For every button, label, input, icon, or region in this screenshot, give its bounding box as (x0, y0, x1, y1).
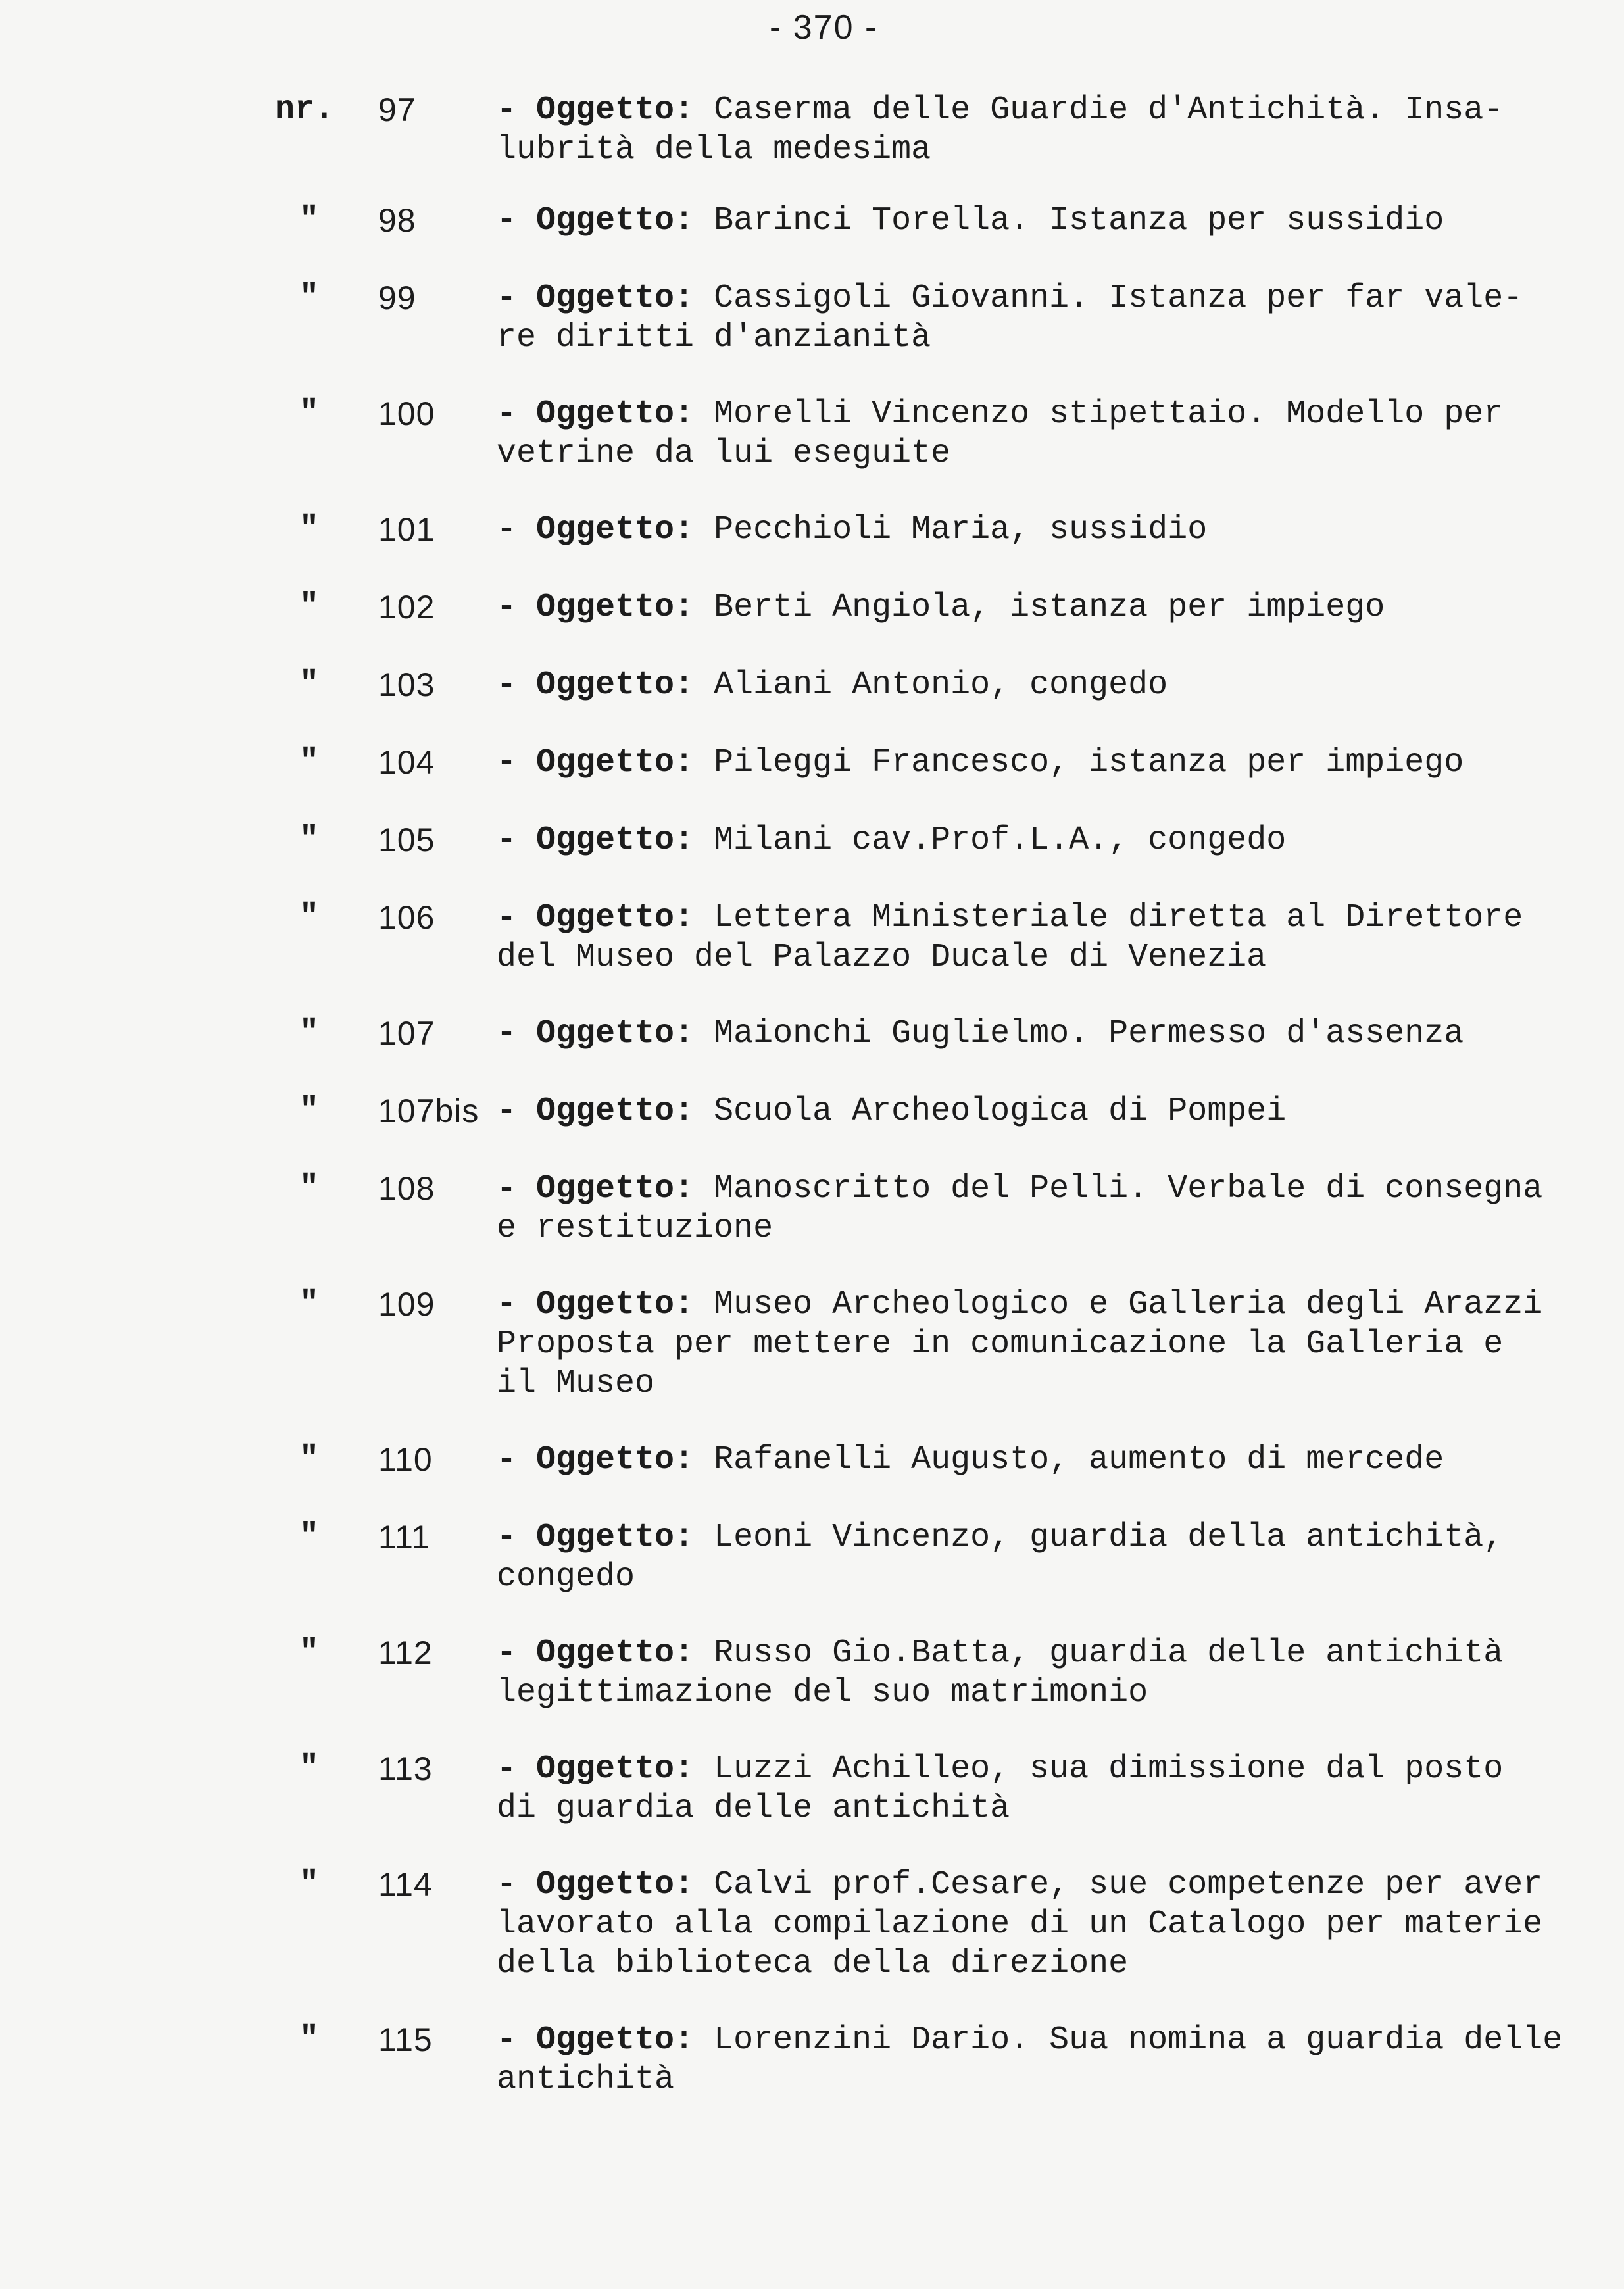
entry-number: 98 (378, 202, 416, 239)
entry-text (497, 1014, 1588, 1054)
entry-text (497, 1634, 1588, 1713)
entry-row (0, 201, 1624, 280)
entry-prefix-ditto: " (299, 279, 320, 316)
entry-subject: legittimazione del suo matrimonio (497, 1674, 1148, 1711)
entry-label: - Oggetto: (497, 280, 695, 317)
entry-number: 113 (378, 1750, 433, 1787)
entry-row (0, 1285, 1624, 1402)
entry-label: - Oggetto: (497, 1441, 695, 1479)
entry-subject: il Museo (497, 1365, 655, 1402)
entry-line (497, 1944, 1588, 1984)
entry-subject: Luzzi Achilleo, sua dimissione dal posto (714, 1750, 1504, 1788)
entry-number: 110 (378, 1441, 433, 1478)
entry-prefix-ditto: " (299, 821, 320, 858)
entry-prefix-ditto: " (299, 1169, 320, 1207)
entry-line (497, 1440, 1588, 1480)
entry-number: 99 (378, 280, 416, 316)
entry-subject: Rafanelli Augusto, aumento di mercede (714, 1441, 1444, 1479)
entry-prefix-ditto: " (299, 743, 320, 781)
entry-subject: Aliani Antonio, congedo (714, 666, 1168, 704)
entry-prefix-ditto: " (299, 1285, 320, 1323)
entry-prefix-ditto: " (299, 1634, 320, 1671)
entry-text (497, 2021, 1588, 2100)
entry-subject: re diritti d'anzianità (497, 319, 931, 357)
entry-subject: vetrine da lui eseguite (497, 435, 951, 472)
entry-label: - Oggetto: (497, 511, 695, 549)
entry-row (0, 2021, 1624, 2100)
entry-line (497, 1634, 1588, 1673)
entry-line (497, 743, 1588, 783)
entry-number: 97 (378, 91, 416, 128)
entry-label: - Oggetto: (497, 589, 695, 626)
entry-text (497, 279, 1588, 358)
entry-prefix-ditto: " (299, 395, 320, 432)
entry-line (497, 898, 1588, 938)
entry-subject: Manoscritto del Pelli. Verbale di consegna (714, 1170, 1543, 1208)
entry-row (0, 1518, 1624, 1597)
entry-label: - Oggetto: (497, 2021, 695, 2059)
entry-number: 106 (378, 899, 435, 936)
entry-text (497, 1865, 1588, 1984)
entry-text (497, 666, 1588, 705)
entry-subject: Calvi prof.Cesare, sue competenze per aver (714, 1866, 1543, 1904)
entry-line (497, 434, 1588, 474)
entry-row (0, 1092, 1624, 1171)
entry-prefix-ditto: " (299, 1014, 320, 1052)
entry-subject: Museo Archeologico e Galleria degli Arazzi (714, 1286, 1543, 1323)
entry-label: - Oggetto: (497, 202, 695, 239)
entry-line (497, 938, 1588, 977)
entry-text (497, 91, 1588, 170)
entry-line (497, 666, 1588, 705)
entry-subject: Cassigoli Giovanni. Istanza per far vale- (714, 280, 1523, 317)
entry-row (0, 743, 1624, 822)
entry-line (497, 1865, 1588, 1905)
entry-subject: del Museo del Palazzo Ducale di Venezia (497, 939, 1267, 976)
entry-line (497, 588, 1588, 628)
entry-subject: lubrità della medesima (497, 131, 931, 168)
entry-line (497, 279, 1588, 318)
entry-number: 100 (378, 395, 435, 432)
entry-label: - Oggetto: (497, 1015, 695, 1052)
entry-row (0, 510, 1624, 589)
entry-label: - Oggetto: (497, 1635, 695, 1672)
entry-line (497, 91, 1588, 130)
entry-prefix-ditto: " (299, 666, 320, 703)
entry-label: - Oggetto: (497, 744, 695, 781)
entry-line (497, 1905, 1588, 1944)
entry-line (497, 1209, 1588, 1248)
entry-label: - Oggetto: (497, 666, 695, 704)
entry-subject: Milani cav.Prof.L.A., congedo (714, 822, 1287, 859)
entry-row (0, 898, 1624, 977)
entry-text (497, 588, 1588, 628)
entry-line (497, 1092, 1588, 1131)
entry-subject: Maionchi Guglielmo. Permesso d'assenza (714, 1015, 1464, 1052)
entry-line (497, 1169, 1588, 1209)
entry-line (497, 510, 1588, 550)
entry-prefix-ditto: " (299, 2021, 320, 2058)
entry-label: - Oggetto: (497, 1519, 695, 1556)
entry-number: 115 (378, 2021, 433, 2058)
entry-row (0, 91, 1624, 170)
entry-line (497, 1325, 1588, 1364)
entry-number: 109 (378, 1286, 435, 1323)
entry-number: 107 (378, 1015, 435, 1052)
entry-label: - Oggetto: (497, 91, 695, 129)
entry-text (497, 1440, 1588, 1480)
entry-subject: Barinci Torella. Istanza per sussidio (714, 202, 1444, 239)
entry-text (497, 898, 1588, 977)
entry-prefix-ditto: " (299, 1518, 320, 1556)
entry-text (497, 743, 1588, 783)
page-number: - 370 - (770, 9, 878, 47)
entry-text (497, 821, 1588, 860)
entry-row (0, 1865, 1624, 1982)
entry-subject: Berti Angiola, istanza per impiego (714, 589, 1385, 626)
entry-subject: Russo Gio.Batta, guardia delle antichità (714, 1635, 1504, 1672)
entry-label: - Oggetto: (497, 1866, 695, 1904)
entry-line (497, 201, 1588, 241)
entry-label: - Oggetto: (497, 1286, 695, 1323)
entry-prefix-ditto: " (299, 1092, 320, 1129)
entry-label: - Oggetto: (497, 822, 695, 859)
entry-line (497, 1364, 1588, 1404)
entry-row (0, 1014, 1624, 1093)
entry-number: 112 (378, 1635, 433, 1671)
entry-line (497, 1789, 1588, 1829)
entry-prefix-nr: nr. (275, 91, 335, 128)
entry-row (0, 1634, 1624, 1713)
entry-prefix-ditto: " (299, 898, 320, 936)
entry-subject: Pecchioli Maria, sussidio (714, 511, 1208, 549)
entry-subject: Lorenzini Dario. Sua nomina a guardia delle (714, 2021, 1563, 2059)
entry-line (497, 130, 1588, 170)
entry-subject: Caserma delle Guardie d'Antichità. Insa- (714, 91, 1504, 129)
entry-subject: Proposta per mettere in comunicazione la Galleria e (497, 1325, 1504, 1363)
entry-line (497, 2021, 1588, 2060)
entry-line (497, 821, 1588, 860)
entry-subject: e restituzione (497, 1210, 774, 1247)
entry-number: 103 (378, 666, 435, 703)
entry-subject: della biblioteca della direzione (497, 1945, 1129, 1982)
entry-line (497, 1558, 1588, 1597)
entry-prefix-ditto: " (299, 1865, 320, 1903)
entry-row (0, 1169, 1624, 1248)
entry-text (497, 201, 1588, 241)
entry-prefix-ditto: " (299, 1440, 320, 1478)
entry-subject: Pileggi Francesco, istanza per impiego (714, 744, 1464, 781)
entry-number: 107bis (378, 1093, 480, 1129)
entry-subject: congedo (497, 1558, 635, 1596)
entry-text (497, 395, 1588, 474)
entry-label: - Oggetto: (497, 899, 695, 937)
entry-text (497, 1518, 1588, 1597)
entry-number: 111 (378, 1519, 431, 1556)
entry-prefix-ditto: " (299, 1750, 320, 1787)
entry-row (0, 279, 1624, 358)
entry-prefix-ditto: " (299, 588, 320, 626)
entry-subject: Morelli Vincenzo stipettaio. Modello per (714, 395, 1504, 433)
entry-number: 114 (378, 1866, 433, 1903)
entry-row (0, 1440, 1624, 1519)
entry-row (0, 821, 1624, 900)
entry-line (497, 2060, 1588, 2100)
entry-subject: di guardia delle antichità (497, 1790, 1010, 1827)
entry-number: 101 (378, 511, 435, 548)
entry-subject: Leoni Vincenzo, guardia della antichità, (714, 1519, 1504, 1556)
entry-text (497, 1092, 1588, 1131)
entry-line (497, 1673, 1588, 1713)
entry-text (497, 1285, 1588, 1404)
entry-subject: lavorato alla compilazione di un Catalogo per materie (497, 1906, 1543, 1943)
entry-subject: Lettera Ministeriale diretta al Direttore (714, 899, 1523, 937)
entry-line (497, 1518, 1588, 1558)
entry-row (0, 588, 1624, 667)
entry-number: 108 (378, 1170, 435, 1207)
entry-text (497, 1750, 1588, 1829)
entry-prefix-ditto: " (299, 201, 320, 239)
entry-line (497, 318, 1588, 358)
entry-text (497, 1169, 1588, 1248)
entry-text (497, 510, 1588, 550)
entry-number: 102 (378, 589, 435, 626)
entry-row (0, 395, 1624, 474)
entry-subject: antichità (497, 2061, 675, 2098)
entry-label: - Oggetto: (497, 395, 695, 433)
entry-prefix-ditto: " (299, 510, 320, 548)
entry-label: - Oggetto: (497, 1093, 695, 1130)
entry-line (497, 1014, 1588, 1054)
entry-line (497, 1285, 1588, 1325)
entry-line (497, 1750, 1588, 1789)
entry-row (0, 1750, 1624, 1829)
entry-number: 104 (378, 744, 435, 781)
entry-line (497, 395, 1588, 434)
entry-label: - Oggetto: (497, 1750, 695, 1788)
entry-label: - Oggetto: (497, 1170, 695, 1208)
entry-number: 105 (378, 822, 435, 858)
entry-subject: Scuola Archeologica di Pompei (714, 1093, 1287, 1130)
entry-row (0, 666, 1624, 745)
